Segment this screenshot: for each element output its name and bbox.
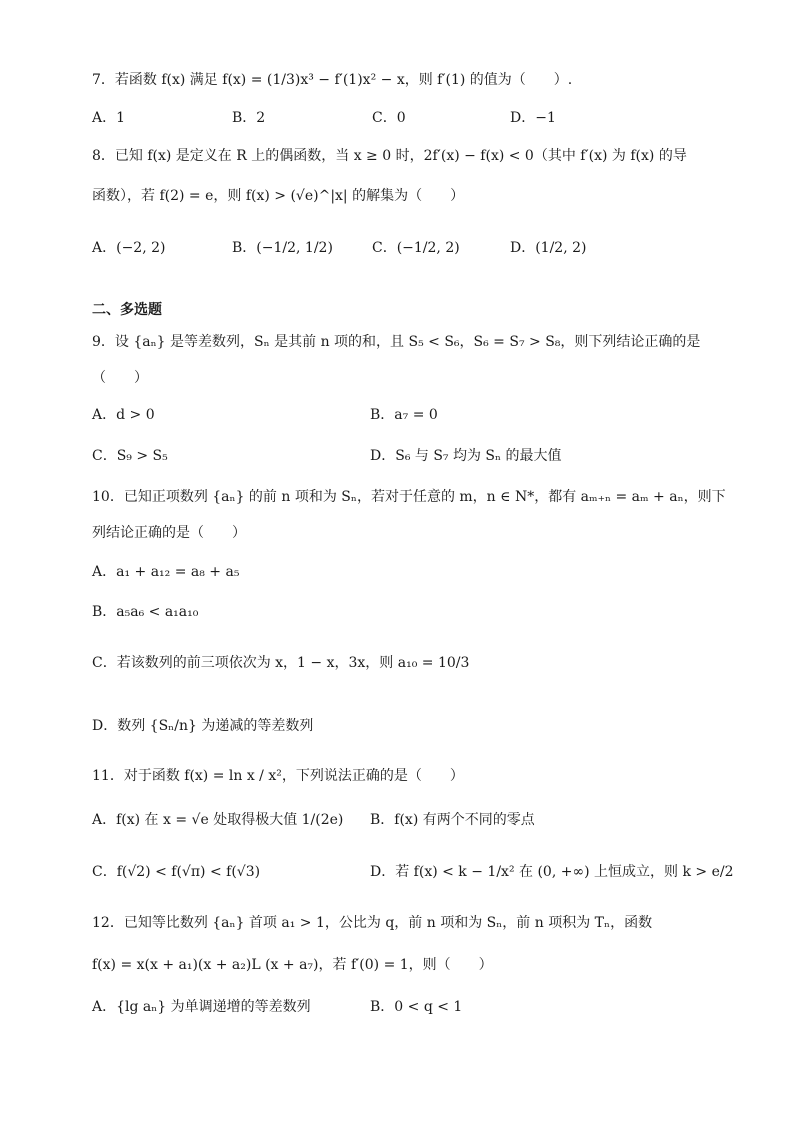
q7-option-a: A．1 — [92, 110, 126, 126]
q7-option-d: D．−1 — [510, 110, 556, 126]
q12-option-a: A．{lg aₙ} 为单调递增的等差数列 — [92, 999, 311, 1015]
q7-option-c: C．0 — [372, 110, 406, 126]
q10-stem-line2: 列结论正确的是（ ） — [92, 525, 246, 541]
q11-stem: 11．对于函数 f(x) = ln x / x²，下列说法正确的是（ ） — [92, 768, 464, 784]
q11-option-a: A．f(x) 在 x = √e 处取得极大值 1/(2e) — [92, 812, 344, 828]
q8-option-d: D．(1/2, 2) — [510, 240, 587, 256]
q10-option-b: B．a₅a₆ < a₁a₁₀ — [92, 604, 199, 620]
q9-option-d: D．S₆ 与 S₇ 均为 Sₙ 的最大值 — [370, 448, 562, 464]
q12-stem-line1: 12．已知等比数列 {aₙ} 首项 a₁ > 1，公比为 q，前 n 项和为 Sₙ，前 n 项积为 Tₙ，函数 — [92, 915, 653, 931]
q8-option-c: C．(−1/2, 2) — [372, 240, 460, 256]
q11-option-d: D．若 f(x) < k − 1/x² 在 (0, +∞) 上恒成立，则 k > e/2 — [370, 864, 734, 880]
section-title: 二、多选题 — [92, 302, 162, 318]
q11-option-c: C．f(√2) < f(√π) < f(√3) — [92, 864, 261, 880]
q9-stem-line2: （ ） — [92, 370, 148, 386]
q12-option-b: B．0 < q < 1 — [370, 999, 463, 1015]
q8-option-a: A．(−2, 2) — [92, 240, 166, 256]
q11-option-b: B．f(x) 有两个不同的零点 — [370, 812, 535, 828]
q8-option-b: B．(−1/2, 1/2) — [232, 240, 333, 256]
q12-stem-line2: f(x) = x(x + a₁)(x + a₂)L (x + a₇)，若 f′(0) = 1，则（ ） — [92, 957, 493, 973]
q10-option-a: A．a₁ + a₁₂ = a₈ + a₅ — [92, 564, 240, 580]
q10-option-c: C．若该数列的前三项依次为 x，1 − x，3x，则 a₁₀ = 10/3 — [92, 655, 470, 671]
q9-option-c: C．S₉ > S₅ — [92, 448, 168, 464]
q10-stem-line1: 10．已知正项数列 {aₙ} 的前 n 项和为 Sₙ，若对于任意的 m，n ∈ N*，都有 aₘ₊ₙ = aₘ + aₙ，则下 — [92, 489, 726, 505]
q7-option-b: B．2 — [232, 110, 266, 126]
q8-stem-line2: 函数），若 f(2) = e，则 f(x) > (√e)^|x| 的解集为（ ） — [92, 188, 465, 204]
q9-option-b: B．a₇ = 0 — [370, 407, 438, 423]
q7-stem: 7．若函数 f(x) 满足 f(x) = (1/3)x³ − f′(1)x² − x，则 f′(1) 的值为（ ）. — [92, 72, 573, 88]
q9-option-a: A．d > 0 — [92, 407, 155, 423]
q10-option-d: D．数列 {Sₙ/n} 为递减的等差数列 — [92, 718, 314, 734]
q9-stem-line1: 9．设 {aₙ} 是等差数列，Sₙ 是其前 n 项的和，且 S₅ < S₆，S₆ = S₇ > S₈，则下列结论正确的是 — [92, 334, 701, 350]
q8-stem-line1: 8．已知 f(x) 是定义在 R 上的偶函数，当 x ≥ 0 时，2f′(x) − f(x) < 0（其中 f′(x) 为 f(x) 的导 — [92, 148, 687, 164]
